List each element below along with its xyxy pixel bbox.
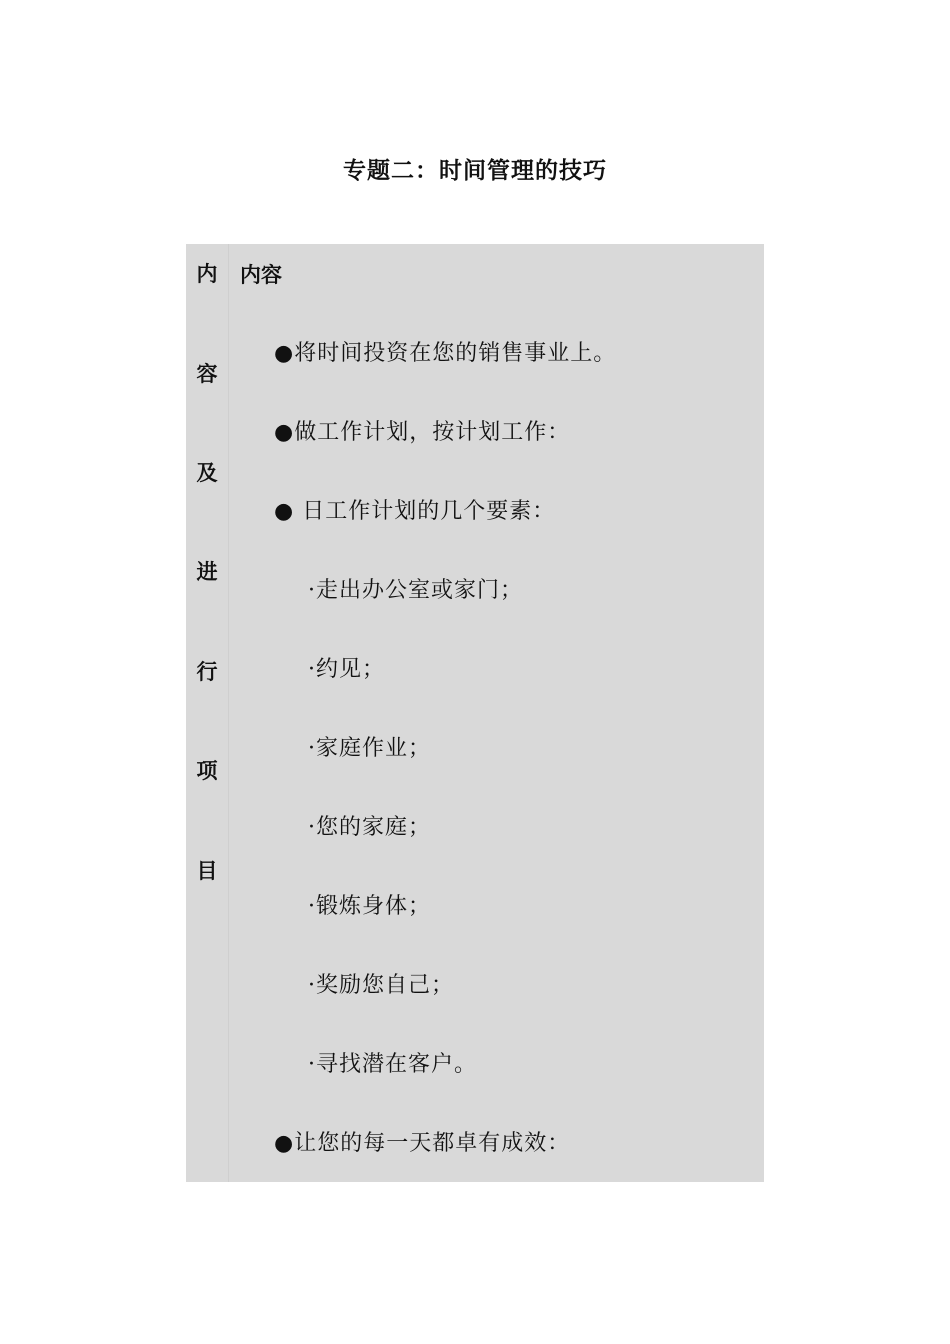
side-label-char: 项 xyxy=(196,759,218,783)
sub-item: ·您的家庭； xyxy=(308,815,431,840)
side-label-char: 目 xyxy=(196,859,218,883)
side-label-char: 行 xyxy=(196,660,218,684)
page-title: 专题二：时间管理的技巧 xyxy=(343,158,607,184)
bullet-item: ● 日工作计划的几个要素： xyxy=(274,499,556,524)
content-heading: 内容 xyxy=(240,263,282,287)
sub-item: ·奖励您自己； xyxy=(308,973,454,998)
side-label-char: 进 xyxy=(196,560,218,584)
content-table xyxy=(186,244,764,1182)
side-label-char: 内 xyxy=(196,262,218,286)
sub-item: ·约见； xyxy=(308,657,385,682)
side-label-char: 容 xyxy=(196,362,218,386)
sub-item: ·寻找潜在客户。 xyxy=(308,1052,477,1077)
bullet-item: ●让您的每一天都卓有成效： xyxy=(274,1131,571,1156)
bullet-item: ●做工作计划，按计划工作： xyxy=(274,420,571,445)
side-label-char: 及 xyxy=(196,461,218,485)
sub-item: ·走出办公室或家门； xyxy=(308,578,523,603)
bullet-item: ●将时间投资在您的销售事业上。 xyxy=(274,341,617,366)
sub-item: ·家庭作业； xyxy=(308,736,431,761)
side-label-column xyxy=(186,244,229,1182)
sub-item: ·锻炼身体； xyxy=(308,894,431,919)
